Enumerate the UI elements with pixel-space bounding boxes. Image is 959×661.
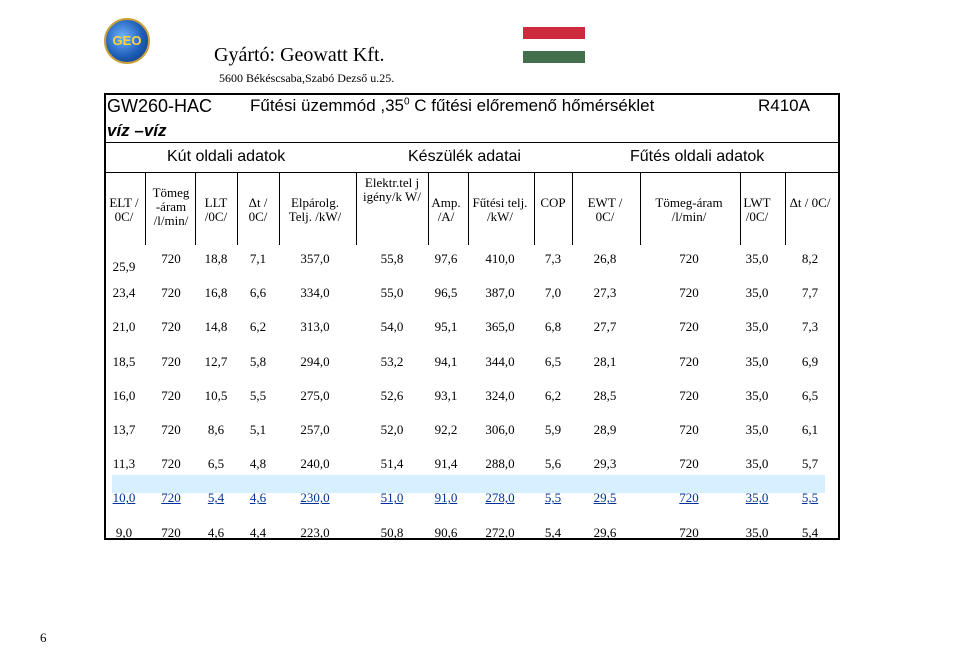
table-cell: 5,1 — [249, 422, 267, 437]
table-cell: 720 — [161, 387, 181, 403]
group-device: Készülék adatai — [408, 148, 521, 165]
column-header: Δt / 0C/ — [248, 195, 268, 224]
table-cell: 720 — [679, 524, 699, 540]
medium: víz –víz — [107, 121, 167, 140]
table-cell: 6,1 — [801, 422, 819, 437]
table-cell: 7,3 — [544, 251, 562, 266]
table-cell: 10,5 — [204, 387, 228, 403]
table-cell: 344,0 — [485, 353, 515, 369]
group-heating-side: Fűtés oldali adatok — [630, 148, 765, 165]
table-cell: 720 — [679, 456, 699, 472]
column-header: LWT /0C/ — [743, 195, 771, 224]
column-header: Tömeg-áram /l/min/ — [655, 195, 723, 224]
table-cell: 5,5 — [249, 387, 267, 403]
table-cell: 55,8 — [380, 251, 404, 266]
table-cell: 35,0 — [745, 319, 769, 335]
table-cell: 720 — [161, 353, 181, 369]
page-number: 6 — [40, 630, 47, 645]
table-cell: 18,5 — [112, 353, 136, 369]
manufacturer: Gyártó: Geowatt Kft. — [214, 44, 385, 66]
column-header: Amp. /A/ — [431, 195, 461, 224]
column-rule — [640, 172, 641, 245]
table-cell: 28,1 — [593, 353, 617, 369]
table-cell: 240,0 — [300, 456, 330, 472]
table-cell: 35,0 — [745, 353, 769, 369]
column-header: Elektr.tel j igény/k W/ — [363, 175, 421, 204]
table-cell: 25,9 — [112, 259, 136, 274]
table-cell: 54,0 — [380, 319, 404, 335]
table-cell: 9,0 — [115, 524, 133, 540]
table-cell: 7,0 — [544, 285, 562, 301]
table-cell: 91,4 — [434, 456, 458, 472]
table-cell: 720 — [679, 422, 699, 437]
table-cell: 5,5 — [801, 490, 819, 506]
table-cell: 720 — [161, 422, 181, 437]
table-cell: 5,5 — [544, 490, 562, 506]
table-cell: 29,5 — [593, 490, 617, 506]
table-cell: 29,6 — [593, 524, 617, 540]
table-cell: 52,0 — [380, 422, 404, 437]
table-cell: 91,0 — [434, 490, 458, 506]
table-cell: 35,0 — [745, 251, 769, 266]
table-cell: 720 — [161, 490, 181, 506]
table-cell: 6,9 — [801, 353, 819, 369]
table-cell: 5,9 — [544, 422, 562, 437]
table-cell: 720 — [161, 285, 181, 301]
table-cell: 6,5 — [544, 353, 562, 369]
table-cell: 7,1 — [249, 251, 267, 266]
table-cell: 93,1 — [434, 387, 458, 403]
table-cell: 272,0 — [485, 524, 515, 540]
table-cell: 52,6 — [380, 387, 404, 403]
table-cell: 720 — [679, 251, 699, 266]
table-cell: 720 — [161, 251, 181, 266]
table-cell: 51,4 — [380, 456, 404, 472]
rule — [104, 172, 840, 173]
table-cell: 8,6 — [207, 422, 225, 437]
table-cell: 365,0 — [485, 319, 515, 335]
table-cell: 28,5 — [593, 387, 617, 403]
table-cell: 5,7 — [801, 456, 819, 472]
table-cell: 55,0 — [380, 285, 404, 301]
table-cell: 53,2 — [380, 353, 404, 369]
address: 5600 Békéscsaba,Szabó Dezső u.25. — [219, 71, 395, 85]
table-cell: 4,8 — [249, 456, 267, 472]
table-cell: 35,0 — [745, 490, 769, 506]
table-cell: 26,8 — [593, 251, 617, 266]
table-cell: 4,6 — [249, 490, 267, 506]
table-cell: 50,8 — [380, 524, 404, 540]
table-cell: 13,7 — [112, 422, 136, 437]
table-cell: 35,0 — [745, 456, 769, 472]
column-header: Δt / 0C/ — [789, 195, 831, 210]
table-cell: 90,6 — [434, 524, 458, 540]
mode-text: Fűtési üzemmód $,35^0$ C fűtési előremenő hőmérséklet — [250, 96, 655, 115]
column-header: COP — [540, 195, 566, 210]
column-header: Elpárolg. Telj. /kW/ — [288, 195, 342, 224]
table-cell: 21,0 — [112, 319, 136, 335]
column-rule — [237, 172, 238, 245]
table-cell: 6,5 — [801, 387, 819, 403]
table-cell: 313,0 — [300, 319, 330, 335]
rule — [104, 142, 840, 143]
column-rule — [279, 172, 280, 245]
table-cell: 720 — [679, 387, 699, 403]
table-cell: 11,3 — [112, 456, 136, 472]
table-cell: 334,0 — [300, 285, 330, 301]
table-cell: 51,0 — [380, 490, 404, 506]
table-cell: 294,0 — [300, 353, 330, 369]
table-cell: 387,0 — [485, 285, 515, 301]
group-well-side: Kút oldali adatok — [167, 148, 286, 165]
model-name: GW260-HAC — [107, 96, 213, 116]
table-cell: 257,0 — [300, 422, 330, 437]
table-cell: 324,0 — [485, 387, 515, 403]
table-cell: 97,6 — [434, 251, 458, 266]
table-cell: 720 — [679, 285, 699, 301]
geowatt-logo: GEO — [104, 18, 150, 64]
table-cell: 27,7 — [593, 319, 617, 335]
table-cell: 94,1 — [434, 353, 458, 369]
column-header: Fűtési telj. /kW/ — [472, 195, 528, 224]
table-cell: 95,1 — [434, 319, 458, 335]
table-cell: 288,0 — [485, 456, 515, 472]
table-cell: 29,3 — [593, 456, 617, 472]
table-cell: 6,6 — [249, 285, 267, 301]
table-cell: 16,8 — [204, 285, 228, 301]
table-cell: 5,4 — [544, 524, 562, 540]
table-cell: 5,4 — [801, 524, 819, 540]
table-cell: 5,4 — [207, 490, 225, 506]
column-rule — [468, 172, 469, 245]
table-cell: 35,0 — [745, 387, 769, 403]
table-cell: 4,4 — [249, 524, 267, 540]
table-cell: 7,3 — [801, 319, 819, 335]
table-cell: 306,0 — [485, 422, 515, 437]
table-cell: 720 — [161, 524, 181, 540]
column-rule — [356, 172, 357, 245]
table-cell: 6,2 — [249, 319, 267, 335]
column-rule — [572, 172, 573, 245]
table-cell: 720 — [679, 490, 699, 506]
table-cell: 223,0 — [300, 524, 330, 540]
table-cell: 357,0 — [300, 251, 330, 266]
table-cell: 35,0 — [745, 285, 769, 301]
table-cell: 8,2 — [801, 251, 819, 266]
column-header: EWT / 0C/ — [587, 195, 623, 224]
table-cell: 5,6 — [544, 456, 562, 472]
column-header: Tömeg -áram /l/min/ — [152, 185, 190, 228]
table-cell: 18,8 — [204, 251, 228, 266]
table-cell: 230,0 — [300, 490, 330, 506]
table-cell: 12,7 — [204, 353, 228, 369]
table-cell: 410,0 — [485, 251, 515, 266]
table-cell: 96,5 — [434, 285, 458, 301]
table-cell: 720 — [679, 353, 699, 369]
table-cell: 6,2 — [544, 387, 562, 403]
table-cell: 6,8 — [544, 319, 562, 335]
table-cell: 28,9 — [593, 422, 617, 437]
refrigerant: R410A — [758, 96, 810, 115]
column-header: LLT /0C/ — [204, 195, 228, 224]
table-cell: 4,6 — [207, 524, 225, 540]
table-cell: 6,5 — [207, 456, 225, 472]
hungarian-flag — [523, 27, 585, 63]
table-cell: 14,8 — [204, 319, 228, 335]
table-cell: 92,2 — [434, 422, 458, 437]
table-cell: 16,0 — [112, 387, 136, 403]
table-cell: 275,0 — [300, 387, 330, 403]
table-cell: 720 — [161, 319, 181, 335]
table-cell: 35,0 — [745, 422, 769, 437]
table-cell: 278,0 — [485, 490, 515, 506]
table-cell: 720 — [161, 456, 181, 472]
table-cell: 35,0 — [745, 524, 769, 540]
column-header: ELT / 0C/ — [109, 195, 139, 224]
table-cell: 10,0 — [112, 490, 136, 506]
table-cell: 23,4 — [112, 285, 136, 301]
table-cell: 720 — [679, 319, 699, 335]
table-cell: 7,7 — [801, 285, 819, 301]
table-cell: 5,8 — [249, 353, 267, 369]
table-cell: 27,3 — [593, 285, 617, 301]
